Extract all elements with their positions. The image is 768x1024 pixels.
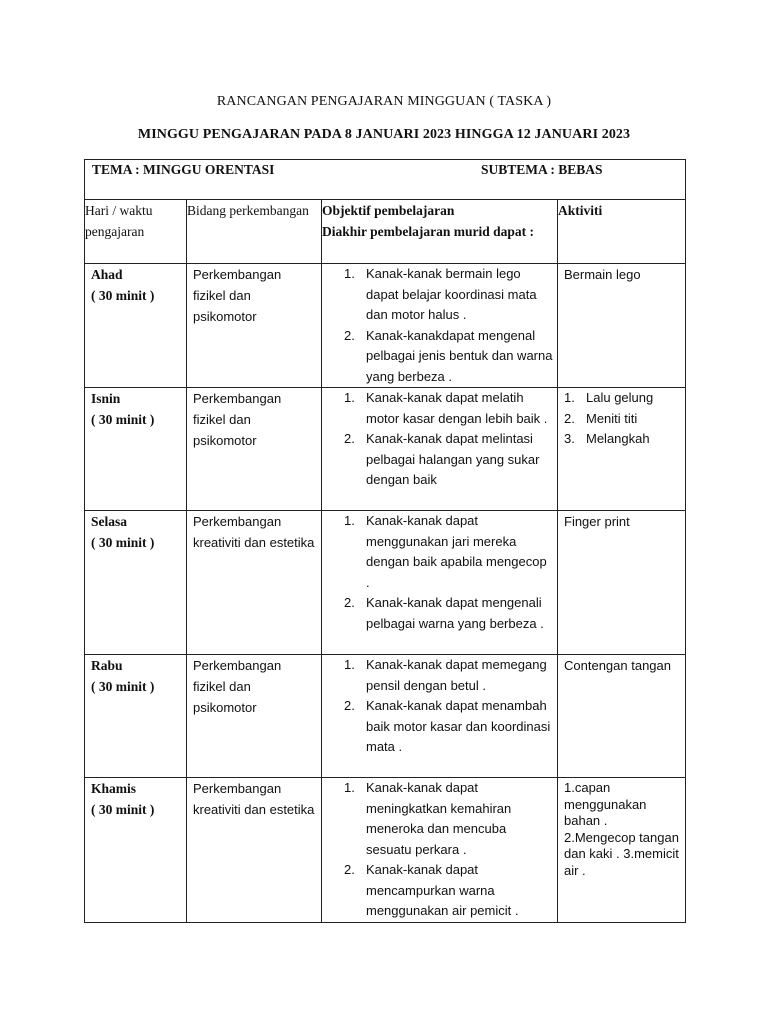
list-item: 1. Kanak-kanak dapat memegang pensil dengan betul .	[344, 657, 547, 693]
objective-text: Kanak-kanak dapat melintasi pelbagai halangan yang sukar dengan baik	[366, 431, 540, 487]
duration: ( 30 minit )	[91, 802, 155, 817]
activity-text: Lalu gelung	[586, 390, 654, 405]
bidang-text: Perkembangan fizikel dan psikomotor	[193, 267, 282, 324]
bidang-text: Perkembangan fizikel dan psikomotor	[193, 391, 282, 448]
activity-list	[564, 388, 679, 450]
table-row	[85, 388, 686, 511]
list-item: 2. Kanak-kanak dapat menambah baik motor kasar dan koordinasi mata .	[344, 698, 551, 754]
list-item: 2. Kanak-kanakdapat mengenal pelbagai jenis bentuk dan warna yang berbeza .	[344, 327, 553, 384]
list-item: 2. Kanak-kanak dapat mengenali pelbagai warna yang berbeza .	[344, 595, 544, 631]
header-objektif-line2: Diakhir pembelajaran murid dapat :	[322, 224, 535, 239]
duration: ( 30 minit )	[91, 679, 155, 694]
header-hari: Hari / waktu pengajaran	[85, 200, 187, 264]
objective-list	[322, 655, 557, 758]
document-subtitle: MINGGU PENGAJARAN PADA 8 JANUARI 2023 HINGGA 12 JANUARI 2023	[137, 127, 631, 142]
theme-row	[85, 160, 686, 200]
objective-text: Kanak-kanak dapat meningkatkan kemahiran meneroka dan mencuba sesuatu perkara .	[366, 780, 512, 857]
tema-label: TEMA : MINGGU ORENTASI	[92, 162, 275, 177]
objective-text: Kanak-kanak dapat mencampurkan warna menggunakan air pemicit .	[366, 862, 519, 918]
day-name: Rabu	[91, 658, 123, 673]
document-title: RANCANGAN PENGAJARAN MINGGUAN ( TASKA )	[216, 94, 552, 109]
objective-list	[322, 511, 557, 634]
bidang-text: Perkembangan kreativiti dan estetika	[193, 514, 315, 550]
objective-list	[322, 264, 557, 387]
duration: ( 30 minit )	[91, 412, 155, 427]
table-row	[85, 264, 686, 388]
objective-text: Kanak-kanak dapat menambah baik motor kasar dan koordinasi mata .	[366, 698, 551, 754]
activity-text: Contengan tangan	[564, 658, 671, 673]
day-name: Ahad	[91, 267, 123, 282]
day-name: Selasa	[91, 514, 128, 529]
activity-text: Finger print	[564, 514, 630, 529]
list-item: 1. Kanak-kanak dapat melatih motor kasar dengan lebih baik .	[344, 390, 548, 426]
header-aktiviti: Aktiviti	[558, 200, 686, 264]
list-item: 1. Kanak-kanak bermain lego dapat belajar koordinasi mata dan motor halus .	[344, 266, 537, 322]
subtema-label: SUBTEMA : BEBAS	[481, 162, 603, 177]
activity-text: Melangkah	[586, 431, 650, 446]
objective-text: Kanak-kanak dapat mengenali pelbagai warna yang berbeza .	[366, 595, 544, 631]
list-item: 3. Melangkah	[564, 431, 650, 446]
bidang-text: Perkembangan kreativiti dan estetika	[193, 781, 315, 817]
objective-text: Kanak-kanak dapat melatih motor kasar dengan lebih baik .	[366, 390, 548, 426]
list-item: 2. Kanak-kanak dapat melintasi pelbagai halangan yang sukar dengan baik	[344, 431, 540, 487]
objective-text: Kanak-kanak dapat memegang pensil dengan betul .	[366, 657, 547, 693]
list-item: 2. Meniti titi	[564, 410, 638, 426]
activity-text: 1.capan menggunakan bahan . 2.Mengecop tangan dan kaki . 3.memicit air .	[564, 780, 679, 878]
list-item: 1. Lalu gelung	[564, 390, 654, 405]
objective-text: Kanak-kanak dapat menggunakan jari mereka dengan baik apabila mengecop .	[366, 513, 547, 590]
table-row	[85, 511, 686, 655]
objective-list	[322, 778, 557, 922]
list-item: 1. Kanak-kanak dapat meningkatkan kemahiran meneroka dan mencuba sesuatu perkara .	[344, 780, 512, 857]
header-row	[85, 200, 686, 264]
duration: ( 30 minit )	[91, 288, 155, 303]
lesson-plan-table	[84, 159, 686, 923]
list-item: 1. Kanak-kanak dapat menggunakan jari mereka dengan baik apabila mengecop .	[344, 513, 547, 590]
duration: ( 30 minit )	[91, 535, 155, 550]
header-bidang: Bidang perkembangan	[187, 200, 322, 264]
activity-text: Bermain lego	[564, 267, 641, 282]
objective-text: Kanak-kanak bermain lego dapat belajar koordinasi mata dan motor halus .	[366, 266, 537, 322]
bidang-text: Perkembangan fizikel dan psikomotor	[193, 658, 282, 715]
objective-text: Kanak-kanakdapat mengenal pelbagai jenis bentuk dan warna yang berbeza .	[366, 327, 553, 384]
objective-list	[322, 388, 557, 491]
header-objektif-line1: Objektif pembelajaran	[322, 203, 455, 218]
list-item: 2. Kanak-kanak dapat mencampurkan warna menggunakan air pemicit .	[344, 862, 519, 918]
table-row	[85, 778, 686, 923]
table-row	[85, 655, 686, 778]
day-name: Isnin	[91, 391, 121, 406]
activity-text: Meniti titi	[586, 410, 638, 426]
day-name: Khamis	[91, 781, 137, 796]
header-objektif	[322, 200, 558, 264]
